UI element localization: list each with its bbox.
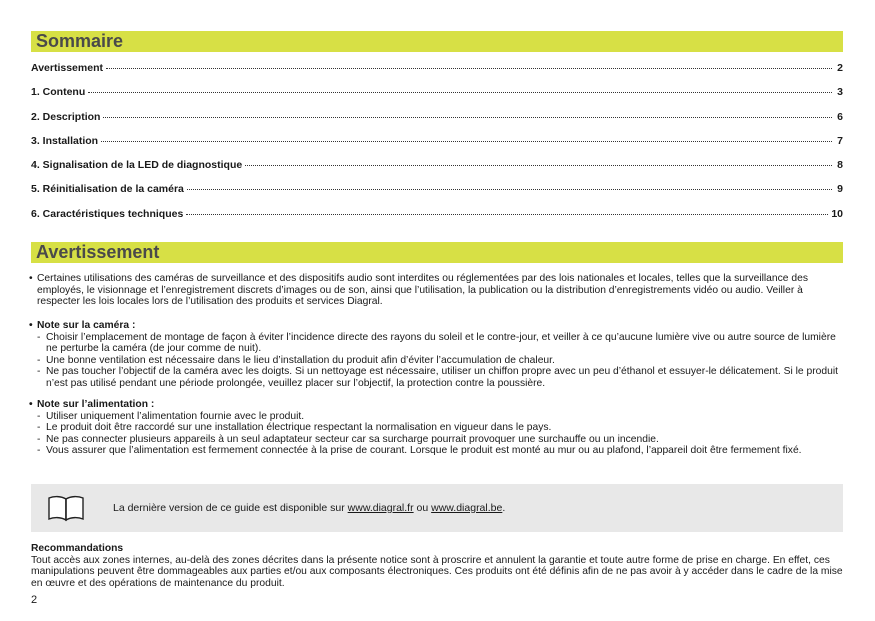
list-item: Utiliser uniquement l’alimentation fournie avec le produit. xyxy=(46,410,305,422)
toc-row[interactable] xyxy=(31,111,843,135)
note-text-after: . xyxy=(502,502,506,514)
toc-label: 5. Réinitialisation de la caméra xyxy=(31,183,184,196)
dash-mark: - xyxy=(37,433,41,445)
link-diagral-be[interactable]: www.diagral.be xyxy=(431,502,503,514)
toc-leader xyxy=(101,141,832,142)
toc-leader xyxy=(88,92,832,93)
link-diagral-fr[interactable]: www.diagral.fr xyxy=(347,502,414,514)
toc-page: 10 xyxy=(831,207,843,220)
alim-heading: Note sur l’alimentation : xyxy=(37,399,155,410)
toc-label: 1. Contenu xyxy=(31,86,86,99)
toc-page: 8 xyxy=(837,159,843,172)
note-text-before: La dernière version de ce guide est disponible sur xyxy=(113,502,348,514)
sommaire-heading: Sommaire xyxy=(31,31,843,52)
dash-mark: - xyxy=(37,422,41,434)
toc-label: 6. Caractéristiques techniques xyxy=(31,207,184,220)
dash-mark: - xyxy=(37,331,41,343)
list-item: Une bonne ventilation est nécessaire dans le lieu d’installation du produit afin d’éviter l’accumulation de chaleur. xyxy=(46,354,555,366)
list-item: Vous assurer que l’alimentation est fermement connectée à la prise de courant. Lorsque le produit est monté au mur ou au plafond, l’appareil doit être fermement fixé. xyxy=(46,445,802,457)
toc-page: 9 xyxy=(837,183,843,196)
toc-leader xyxy=(245,165,832,166)
alimentation-notes xyxy=(31,399,843,457)
toc-row[interactable] xyxy=(31,208,843,232)
toc-leader xyxy=(103,117,832,118)
page-number: 2 xyxy=(31,594,38,606)
camera-heading: Note sur la caméra : xyxy=(37,320,136,331)
avertissement-heading: Avertissement xyxy=(31,242,843,263)
toc-leader xyxy=(187,189,832,190)
toc-page: 3 xyxy=(837,86,843,99)
dash-mark: - xyxy=(37,410,41,422)
bullet-mark: • xyxy=(29,320,33,331)
toc-row[interactable] xyxy=(31,86,843,110)
toc-label: 3. Installation xyxy=(31,134,99,147)
list-item: Ne pas toucher l’objectif de la caméra avec les doigts. Si un nettoyage est nécessaire, utiliser un chiffon propre avec un peu d’éthanol et essuyer-le délicatement. Si le produit n’est pas utilisé pendant une période prolongée, veuillez placer sur l’objectif, la protection contre la poussière. xyxy=(46,366,838,389)
toc-page: 7 xyxy=(837,134,843,147)
note-text-mid: ou xyxy=(413,502,432,514)
toc-row[interactable] xyxy=(31,135,843,159)
intro-paragraph xyxy=(31,273,843,308)
list-item: Ne pas connecter plusieurs appareils à un seul adaptateur secteur car sa surcharge pourrait provoquer une surchauffe ou un incendie. xyxy=(46,433,659,445)
toc-leader xyxy=(186,214,828,215)
book-icon xyxy=(47,494,85,522)
toc-row[interactable] xyxy=(31,183,843,207)
toc-label: 4. Signalisation de la LED de diagnostique xyxy=(31,159,243,172)
dash-mark: - xyxy=(37,445,41,457)
toc-row[interactable] xyxy=(31,62,843,86)
recommandations-heading: Recommandations xyxy=(31,543,124,554)
recommandations-text: Tout accès aux zones internes, au-delà des zones décrites dans la présente notice sont à proscrire et annulent la garantie et toute autre forme de prise en charge. En effet, ces manipulations peuvent être dommageables aux parties et/ou aux composants électroniques. Ces produits ont été définis afin de ne pas avoir à y accéder dans le cadre de la mise en œuvre et des opérations de maintenance du produit. xyxy=(31,554,843,589)
recommandations xyxy=(31,543,843,589)
list-item: Le produit doit être raccordé sur une installation électrique respectant la normalisation en vigueur dans le pays. xyxy=(46,422,552,434)
bullet-mark: • xyxy=(29,399,33,410)
toc-label: 2. Description xyxy=(31,110,101,123)
toc-label: Avertissement xyxy=(31,62,103,74)
toc-leader xyxy=(106,68,832,69)
table-of-contents xyxy=(31,62,843,232)
note-text xyxy=(113,502,505,514)
dash-mark: - xyxy=(37,354,41,366)
dash-mark: - xyxy=(37,366,41,378)
bullet-mark: • xyxy=(29,273,33,284)
intro-text: Certaines utilisations des caméras de surveillance et des dispositifs audio sont interdites ou réglementées par des lois nationales et locales, telles que la surveillance des employés, le visionnage et l’enregistrement discrets d’images ou de son, ainsi que l’utilisation, la publication ou la distribution d’enregistrements vidéo ou audio. Veiller à respecter les lois locales lors de l’utilisation des produits et services Diagral. xyxy=(37,273,808,308)
note-box xyxy=(31,484,843,532)
list-item: Choisir l’emplacement de montage de façon à éviter l’incidence directe des rayons du soleil et le contre-jour, et veiller à ce qu’aucune lumière vive ou autre source de lumière ne perturbe la caméra (de jour comme de nuit). xyxy=(46,331,836,355)
toc-page: 2 xyxy=(837,62,843,74)
toc-page: 6 xyxy=(837,110,843,123)
toc-row[interactable] xyxy=(31,159,843,183)
camera-notes xyxy=(31,320,843,390)
